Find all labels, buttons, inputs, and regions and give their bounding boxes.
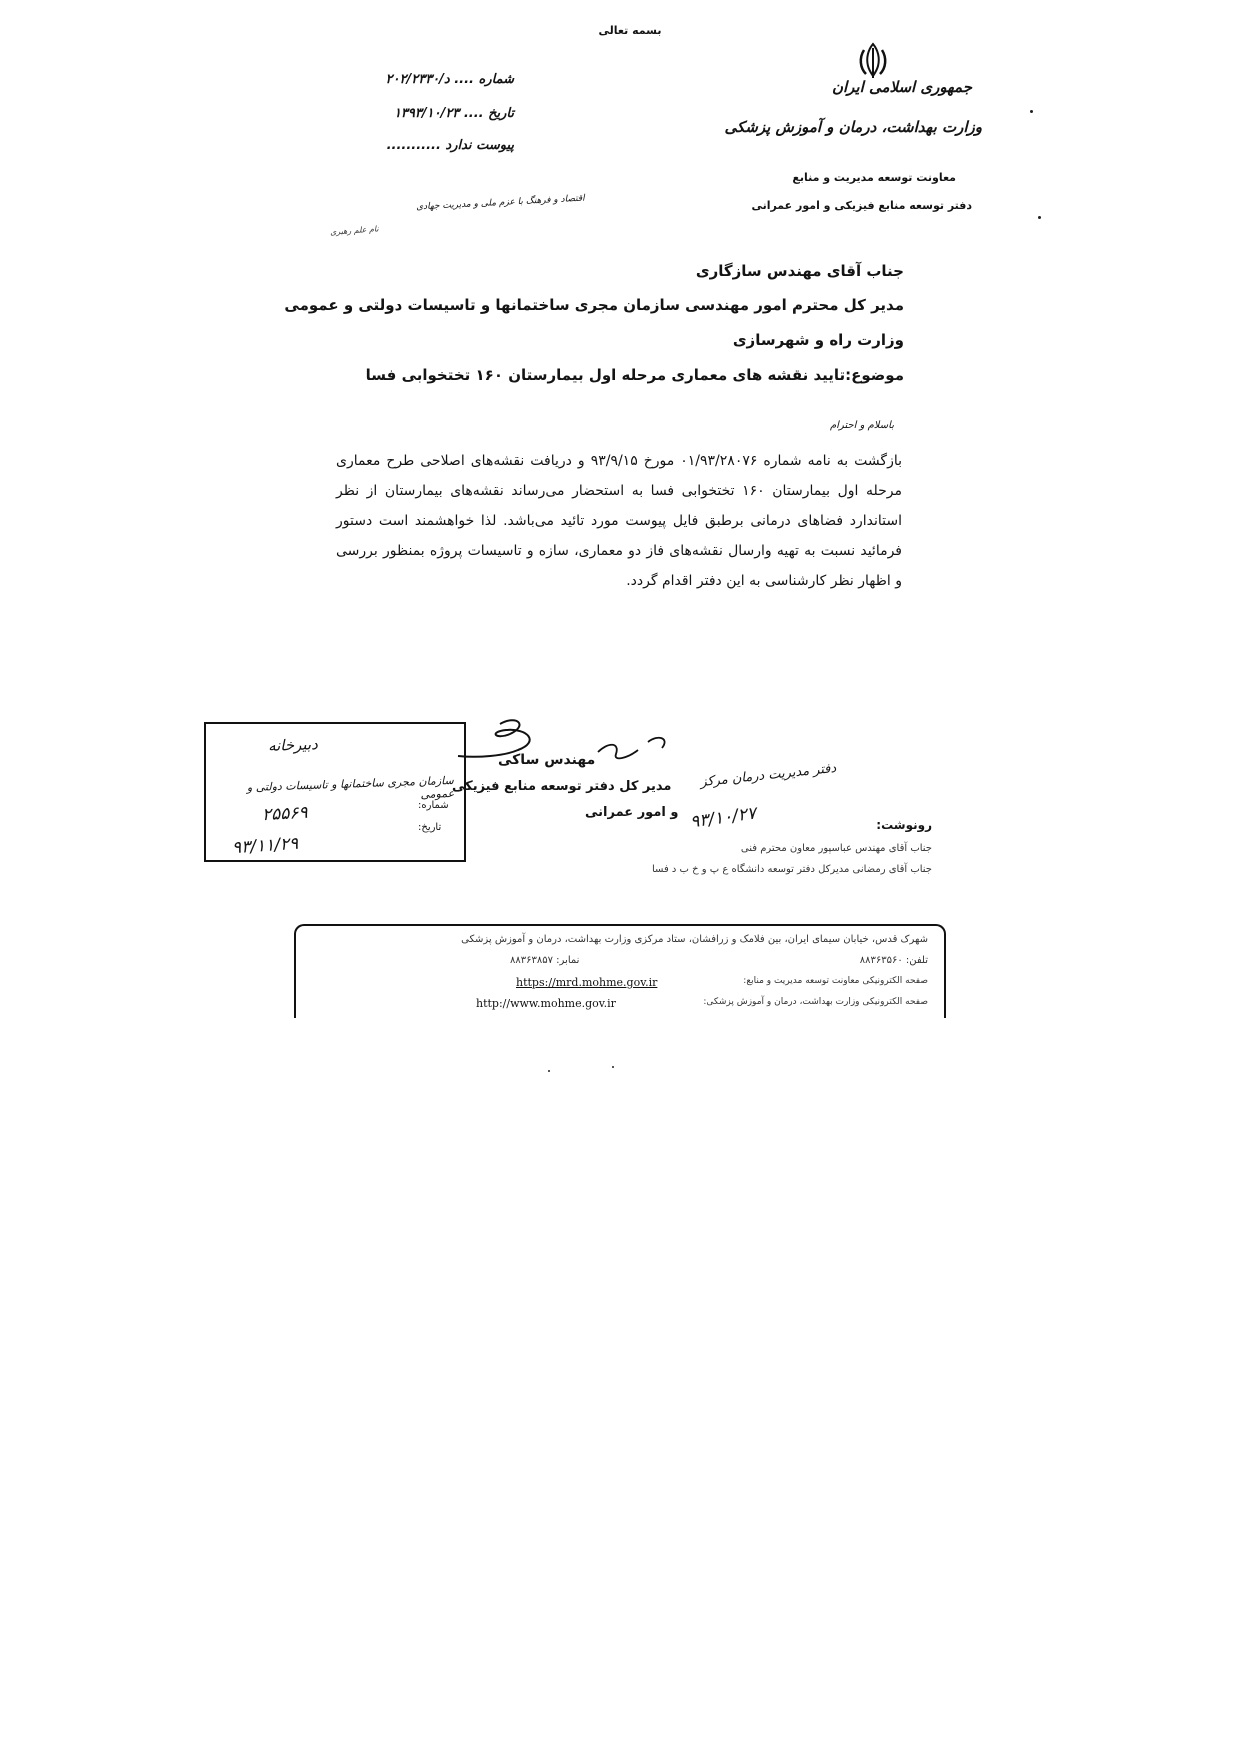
stamp-date: ۹۳/۱۱/۲۹ [231,833,299,859]
signer-title-line1: مدیر کل دفتر توسعه منابع فیزیکی [452,779,672,794]
margin-note: نام علم رهبری [329,224,379,237]
letter-number-label: شماره [478,72,514,87]
footer-address: شهرک قدس، خیابان سیمای ایران، بین فلامک و زرافشان، ستاد مرکزی وزارت بهداشت، درمان و آموزش پزشکی [461,934,928,945]
stamp-title: دبیرخانه [267,735,319,755]
ministry-name-line2: وزارت بهداشت، درمان و آموزش پزشکی [724,118,982,136]
scan-speck [548,1070,550,1072]
stamp-date-label: تاریخ: [418,822,442,833]
letter-subject: موضوع:تایید نقشه های معماری مرحله اول بیمارستان ۱۶۰ تختخوابی فسا [365,366,904,384]
footer-fax: نمابر: ۸۸۳۶۳۸۵۷ [510,955,580,966]
cc-recipient-2: جناب آقای رمضانی مدیرکل دفتر توسعه دانشگاه ع پ و خ ب د فسا [652,864,932,875]
letter-body: بازگشت به نامه شماره ۰۱/۹۳/۲۸۰۷۶ مورخ ۹۳/۹/۱۵ و دریافت نقشه‌های اصلاحی طرح معماری مرحله اول بیمارستان ۱۶۰ تختخوابی فسا به استحضار می‌رساند نقشه‌های بیمارستان از نظر استاندارد فضاهای درمانی برطبق فایل پیوست مورد تائید می‌باشد. لذا خواهشمند است دستور فرمائید نسبت به تهیه وارسال نقشه‌های فاز دو معماری، سازه و تاسیسات پروژه بمنظور بررسی و اظهار نظر کارشناسی به این دفتر اقدام گردد. [336,453,902,589]
footer-site2-link[interactable]: http://www.mohme.gov.ir [476,997,616,1010]
handwritten-date: ۹۳/۱۰/۲۷ [688,803,758,833]
letter-date-value: ۱۳۹۳/۱۰/۲۳ [393,106,460,121]
iran-emblem-icon [856,40,890,80]
letter-attachment-value: ندارد [445,138,472,153]
scan-speck [612,1066,614,1068]
addressee-title: مدیر کل محترم امور مهندسی سازمان مجری ساختمانها و تاسیسات دولتی و عمومی [284,296,904,314]
stamp-number-label: شماره: [418,800,449,811]
handwritten-note: دفتر مدیریت درمان مرکز [699,760,837,791]
addressee-ministry: وزارت راه و شهرسازی [732,331,904,349]
scan-speck [1030,110,1033,113]
letter-date [336,106,514,121]
stamp-number: ۲۵۵۶۹ [261,802,309,826]
footer-phone: تلفن: ۸۸۳۶۳۵۶۰ [859,955,928,966]
letter-number [336,72,514,87]
letter-attachment [336,138,514,153]
addressee-name: جناب آقای مهندس سازگاری [695,262,904,280]
office-name: دفتر توسعه منابع فیزیکی و امور عمرانی [751,199,972,212]
stamp-organization: سازمان مجری ساختمانها و تاسیسات دولتی و عمومی [246,773,455,802]
greeting: باسلام و احترام [829,420,894,431]
signer-name: مهندس ساکی [498,752,596,768]
ministry-name-line1: جمهوری اسلامی ایران [831,78,972,96]
footer-site2-label: صفحه الکترونیکی وزارت بهداشت، درمان و آموزش پزشکی: [703,997,928,1007]
footer-site1-label: صفحه الکترونیکی معاونت توسعه مدیریت و منابع: [743,976,928,986]
cc-recipient-1: جناب آقای مهندس عباسپور معاون محترم فنی [740,843,932,854]
deputy-name: معاونت توسعه مدیریت و منابع [792,171,956,184]
letter-number-value: د/۲۰۲/۲۳۳۰ [385,72,450,87]
letter-date-dots: .... [463,106,484,121]
slogan-note: اقتصاد و فرهنگ با عزم ملی و مدیریت جهادی [415,193,585,213]
signer-title-line2: و امور عمرانی [585,805,679,820]
letter-number-dots: .... [454,72,474,87]
bismillah-heading: بسمه تعالی [598,24,662,37]
scan-speck [1038,216,1041,219]
footer-site1-link[interactable]: https://mrd.mohme.gov.ir [516,976,658,989]
letter-attachment-dots: ........... [386,138,441,153]
cc-label: رونوشت: [876,818,932,832]
letter-attachment-label: پیوست [476,138,514,153]
letter-date-label: تاریخ [488,106,514,121]
